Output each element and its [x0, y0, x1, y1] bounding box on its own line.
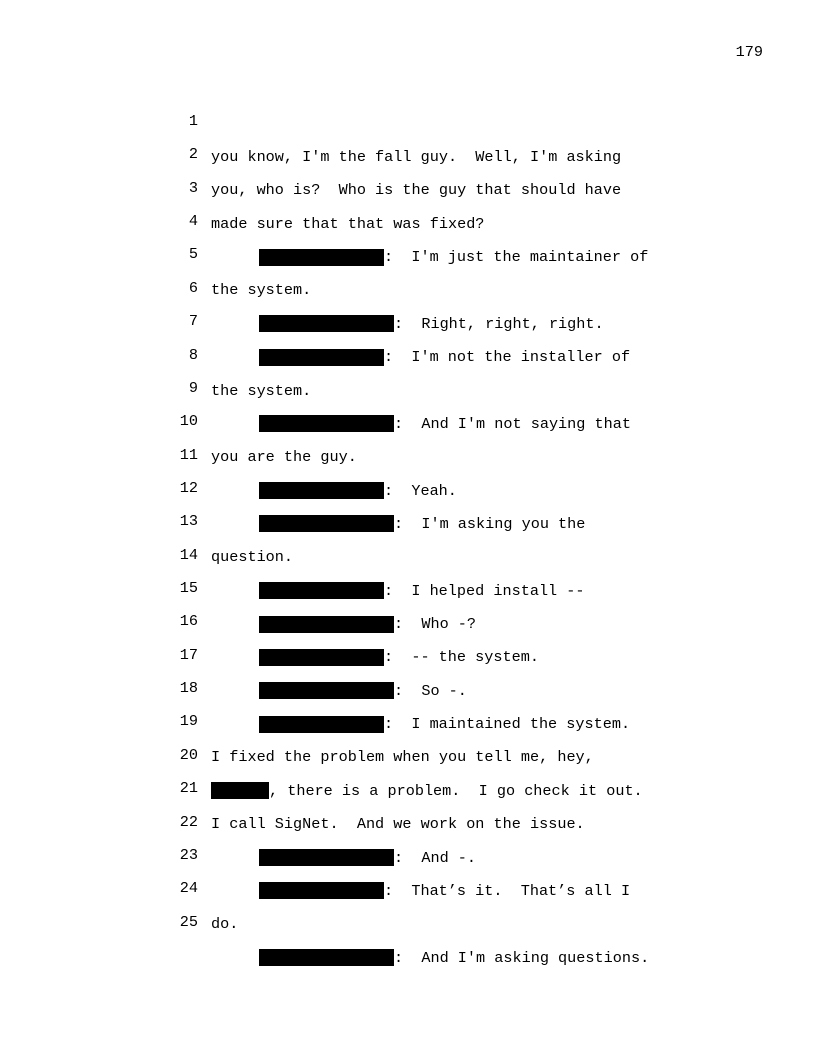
line-number: 3 [188, 178, 198, 197]
line-number: 2 [188, 145, 198, 164]
line-text: question. [211, 548, 294, 567]
redacted-speaker-name [259, 949, 394, 966]
speaker-line: : Right, right, right. [259, 315, 604, 333]
line-number: 19 [179, 712, 198, 731]
line-number: 25 [179, 912, 198, 931]
line-text: do. [211, 915, 239, 934]
speaker-line: : I helped install -- [259, 582, 585, 600]
line-text: the system. [211, 381, 312, 400]
transcript-line [172, 127, 692, 200]
transcript-line [172, 161, 692, 233]
line-number: 10 [179, 412, 198, 431]
line-text: made sure that that was fixed? [211, 214, 485, 233]
line-number: 7 [188, 312, 198, 331]
line-number: 22 [179, 812, 198, 831]
line-number: 4 [188, 212, 198, 231]
line-number: 17 [179, 645, 198, 664]
line-text: you are the guy. [211, 448, 357, 467]
line-number: 23 [179, 845, 198, 864]
line-number: 16 [179, 612, 198, 631]
transcript-body [172, 94, 692, 967]
speaker-line: : And I'm asking questions. [259, 949, 649, 967]
transcript-line [172, 294, 692, 367]
speaker-line: : So -. [259, 682, 467, 700]
line-number: 20 [179, 745, 198, 764]
speaker-line: : I'm just the maintainer of [259, 248, 648, 266]
speaker-line: : I'm asking you the [259, 515, 585, 533]
line-number: 13 [179, 512, 198, 531]
line-text: I call SigNet. And we work on the issue. [211, 815, 585, 834]
line-number: 8 [188, 345, 198, 364]
line-number: 6 [188, 278, 198, 297]
line-text: the system. [211, 281, 312, 300]
line-number: 18 [179, 679, 198, 698]
transcript-line [172, 194, 692, 267]
transcript-line [172, 895, 692, 967]
line-number: 24 [179, 879, 198, 898]
speaker-line: : And -. [259, 849, 476, 867]
speaker-line: : -- the system. [259, 648, 539, 666]
line-number: 12 [179, 478, 198, 497]
speaker-line: : I'm not the installer of [259, 348, 630, 366]
line-number: 1 [188, 112, 198, 130]
line-number: 9 [188, 378, 198, 397]
transcript-line [172, 261, 692, 333]
line-number: 14 [179, 545, 198, 564]
speaker-line: : I maintained the system. [259, 715, 630, 733]
line-text: you, who is? Who is the guy that should have [211, 181, 622, 200]
line-number: 21 [179, 779, 198, 798]
speaker-line: : Yeah. [259, 482, 457, 500]
line-text: you know, I'm the fall guy. Well, I'm asking [211, 148, 622, 166]
line-text: I fixed the problem when you tell me, hey, [211, 748, 594, 767]
speaker-line: : And I'm not saying that [259, 415, 631, 433]
page-number: 179 [735, 43, 763, 61]
line-number: 5 [188, 245, 198, 264]
line-text: , there is a problem. I go check it out. [211, 782, 643, 800]
speaker-line: : Who -? [259, 615, 476, 633]
transcript-line [172, 328, 692, 400]
transcript-line [172, 94, 692, 166]
line-number: 15 [179, 579, 198, 598]
speaker-line: : That’s it. That’s all I [259, 882, 630, 900]
line-number: 11 [179, 445, 198, 464]
transcript-line [172, 227, 692, 300]
